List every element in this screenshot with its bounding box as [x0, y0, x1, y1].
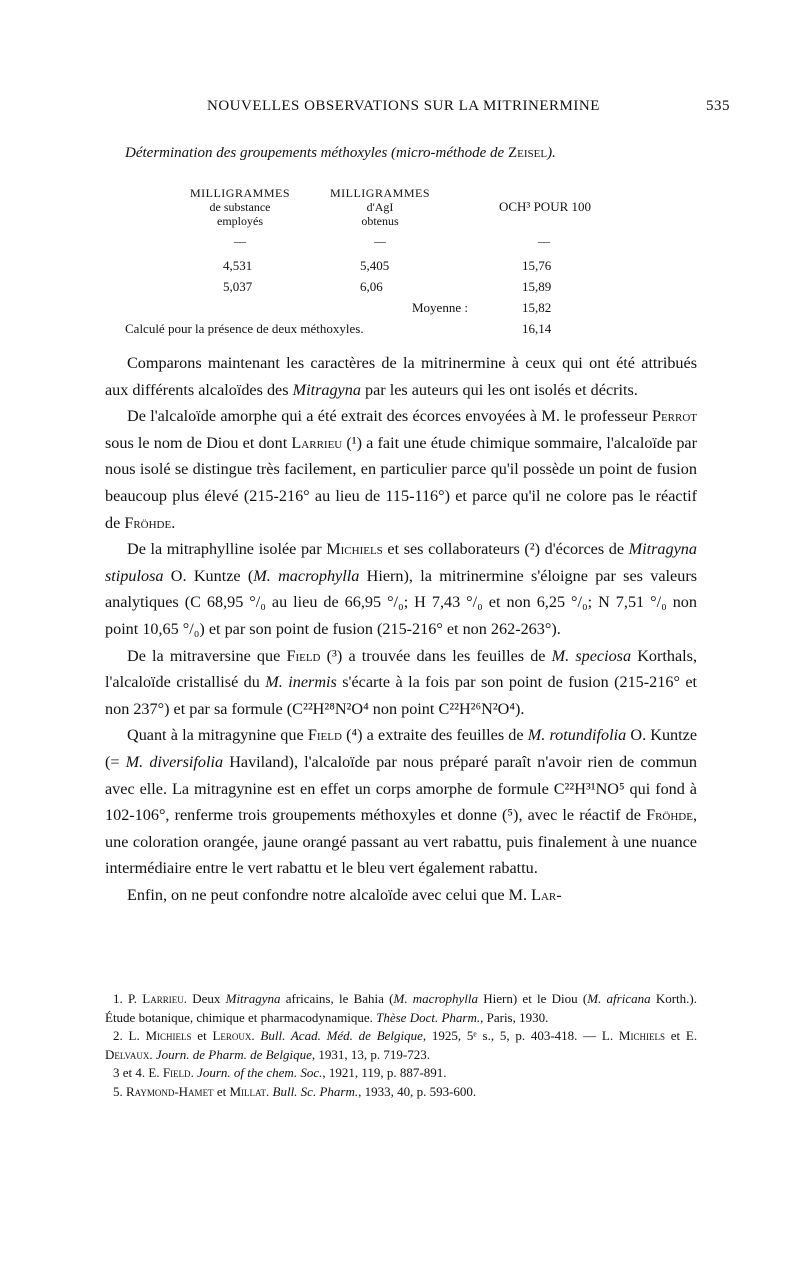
p5-d: Haviland), l'alcaloïde par nous préparé paraît n'avoir rien de commun avec elle. La mitragynine est en effet un corps amorphe de formule C²²H³¹NO⁵ qui fond à 102-106°, renferme trois groupements méthoxyles et donne (⁵), avec le réactif de — [105, 752, 698, 825]
p3-b: et ses collaborateurs (²) d'écorces de — [387, 540, 625, 559]
fn5-a: 5. — [113, 1083, 123, 1099]
col2-header-line2: d'AgI — [366, 200, 394, 214]
fn2-b: et — [197, 1028, 207, 1043]
col3-dash: — — [538, 234, 550, 248]
p4-species1: M. speciosa — [551, 646, 632, 665]
p2-a: De l'alcaloïde amorphe qui a été extrait des écorces envoyées à M. le professeur — [127, 407, 648, 426]
fn2-author3: Michiels — [618, 1028, 665, 1043]
p5-e: , une coloration orangée, jaune orangé passant au vert rabattu, puis finalement à une nuance intermédiaire entre le vert rabattu et le bleu vert également rabattu. — [105, 806, 697, 878]
footnotes — [105, 990, 697, 1101]
moyenne-label: Moyenne : — [412, 300, 468, 315]
fn1-b: . Deux — [183, 991, 221, 1006]
row2-col3: 15,89 — [522, 279, 552, 294]
fn1-d: Hiern) et le Diou ( — [483, 991, 588, 1006]
fn2-journal1: Bull. Acad. Méd. de Belgique — [260, 1028, 423, 1043]
p5-c: O. Kuntze (= — [105, 726, 698, 771]
col1-dash: — — [234, 234, 246, 248]
fn3-a: 3 et 4. E. — [113, 1065, 160, 1080]
paragraph-1 — [105, 350, 697, 403]
fn2-e: et E. — [670, 1028, 698, 1043]
col2-header-line1: MILLIGRAMMES — [329, 186, 430, 200]
col1-header-line3: employés — [217, 214, 263, 228]
fn3-b: . — [190, 1065, 194, 1080]
table-title-author: Zeisel — [507, 145, 548, 161]
p4-a: De la mitraversine que — [127, 646, 281, 665]
paragraph-6 — [105, 882, 697, 909]
p3-species1: Mitragyna stipulosa — [105, 540, 697, 585]
col3-header: OCH³ POUR 100 — [498, 199, 592, 214]
p5-species1: M. rotundifolia — [527, 726, 627, 745]
p4-field: Field — [286, 646, 321, 665]
fn1-thesis: Thèse Doct. Pharm. — [376, 1009, 481, 1025]
fn1-author: Larrieu — [142, 991, 184, 1006]
fn2-f: . — [149, 1046, 153, 1062]
p4-b: (³) a trouvée dans les feuilles de — [326, 646, 546, 665]
p2-b: sous le nom de Diou et dont — [105, 433, 288, 452]
col1-header — [180, 186, 300, 228]
footnote-2 — [105, 1027, 697, 1064]
paragraph-4 — [105, 643, 697, 723]
p3-a: De la mitraphylline isolée par — [127, 540, 322, 559]
running-title: NOUVELLES OBSERVATIONS SUR LA MITRINERMINE — [207, 98, 600, 114]
fn2-d: , 1925, 5ᵉ s., 5, p. 403-418. — L. — [422, 1028, 614, 1043]
fn5-journal: Bull. Sc. Pharm. — [272, 1083, 359, 1099]
fn1-species1: M. macrophylla — [393, 991, 479, 1006]
p5-frohde: Fröhde — [646, 806, 693, 825]
fn1-f: , Paris, 1930. — [480, 1009, 549, 1025]
footnote-1 — [105, 990, 697, 1027]
fn5-b: et — [216, 1083, 227, 1099]
fn2-author2: Leroux — [212, 1028, 252, 1043]
fn2-journal2: Journ. de Pharm. de Belgique — [155, 1046, 312, 1062]
fn1-a: 1. P. — [113, 991, 138, 1006]
fn3-journal: Journ. of the chem. Soc. — [197, 1065, 323, 1080]
table-title-end: ). — [547, 145, 556, 161]
p5-species2: M. diversifolia — [125, 752, 224, 771]
p3-d: Hiern), la mitrinermine s'éloigne par ses valeurs analytiques (C 68,95 °/₀ au lieu de 66,95 °/₀; H 7,43 °/₀ et non 6,25 °/₀; N 7,51 °/₀ non point 10,65 °/₀) et par son point de fusion (215-216° et non 262-263°). — [105, 566, 698, 638]
p3-michiels: Michiels — [326, 540, 383, 559]
row1-col1: 4,531 — [223, 258, 253, 273]
calcule-label: Calculé pour la présence de deux méthoxyles. — [125, 321, 364, 336]
table-title — [125, 145, 685, 162]
row2-col1: 5,037 — [223, 279, 253, 294]
row1-col2: 5,405 — [360, 258, 390, 273]
fn2-g: , 1931, 13, p. 719-723. — [311, 1046, 430, 1062]
footnote-3-4 — [105, 1064, 697, 1083]
fn3-author: Field — [162, 1065, 191, 1080]
row2-col2: 6,06 — [360, 279, 383, 294]
fn2-c: . — [251, 1028, 255, 1043]
page-number: 535 — [706, 98, 730, 114]
col2-header — [320, 186, 440, 228]
paragraph-2 — [105, 403, 697, 536]
fn5-c: . — [266, 1083, 270, 1099]
fn5-d: , 1933, 40, p. 593-600. — [358, 1083, 477, 1099]
footnote-5 — [105, 1083, 697, 1102]
fn3-c: , 1921, 119, p. 887-891. — [322, 1065, 447, 1080]
paragraph-5 — [105, 722, 697, 882]
p1-text: Comparons maintenant les caractères de la mitrinermine à ceux qui ont été attribués aux différents alcaloïdes des — [105, 354, 697, 399]
p2-frohde: Fröhde — [124, 513, 172, 532]
col2-header-line3: obtenus — [361, 214, 399, 228]
table-title-main: Détermination des groupements méthoxyles (micro-méthode de — [125, 145, 505, 161]
fn5-author1: Raymond-Hamet — [126, 1083, 214, 1099]
paragraph-3 — [105, 536, 697, 642]
p2-perrot: Perrot — [651, 407, 698, 426]
p2-d: . — [171, 513, 176, 532]
p3-c: O. Kuntze ( — [170, 566, 254, 585]
fn1-genus: Mitragyna — [225, 991, 281, 1006]
moyenne-value: 15,82 — [522, 300, 552, 315]
p1-genus: Mitragyna — [292, 380, 361, 399]
p4-d: s'écarte à la fois par son point de fusion (215-216° et non 237°) et par sa formule (C²²H²⁸N²O⁴ non point C²²H²⁶N²O⁴). — [105, 673, 698, 718]
fn2-author1: Michiels — [145, 1028, 192, 1043]
fn5-author2: Millat — [229, 1083, 267, 1099]
p6-a: Enfin, on ne peut confondre notre alcaloïde avec celui que M. — [127, 885, 528, 904]
p2-c: (¹) a fait une étude chimique sommaire, l'alcaloïde par nous isolé se distingue très facilement, en particulier parce qu'il possède un point de fusion beaucoup plus élevé (215-216° au lieu de 115-116°) et parce qu'il ne colore pas le réactif de — [105, 433, 698, 532]
p5-b: (⁴) a extraite des feuilles de — [346, 726, 524, 745]
col2-dash: — — [374, 234, 386, 248]
fn1-c: africains, le Bahia ( — [285, 991, 394, 1006]
body-text — [105, 350, 697, 908]
p6-larrieu: Lar- — [531, 885, 562, 904]
fn2-a: 2. L. — [113, 1028, 140, 1043]
calcule-value: 16,14 — [522, 321, 552, 336]
p2-larrieu: Larrieu — [291, 433, 343, 452]
fn1-species2: M. africana — [587, 991, 651, 1006]
fn2-author4: Delvaux — [105, 1046, 150, 1062]
p3-species2: M. macrophylla — [253, 566, 360, 585]
col1-header-line1: MILLIGRAMMES — [189, 186, 290, 200]
p4-c: Korthals, l'alcaloïde cristallisé du — [105, 646, 698, 692]
p1-end: par les auteurs qui les ont isolés et décrits. — [364, 380, 638, 399]
p5-a: Quant à la mitragynine que — [127, 726, 304, 745]
p5-field: Field — [307, 726, 342, 745]
col1-header-line2: de substance — [209, 200, 271, 214]
p4-species2: M. inermis — [265, 673, 337, 692]
row1-col3: 15,76 — [522, 258, 552, 273]
fn1-e: Korth.). Étude botanique, chimique et pharmacodynamique. — [105, 991, 698, 1025]
